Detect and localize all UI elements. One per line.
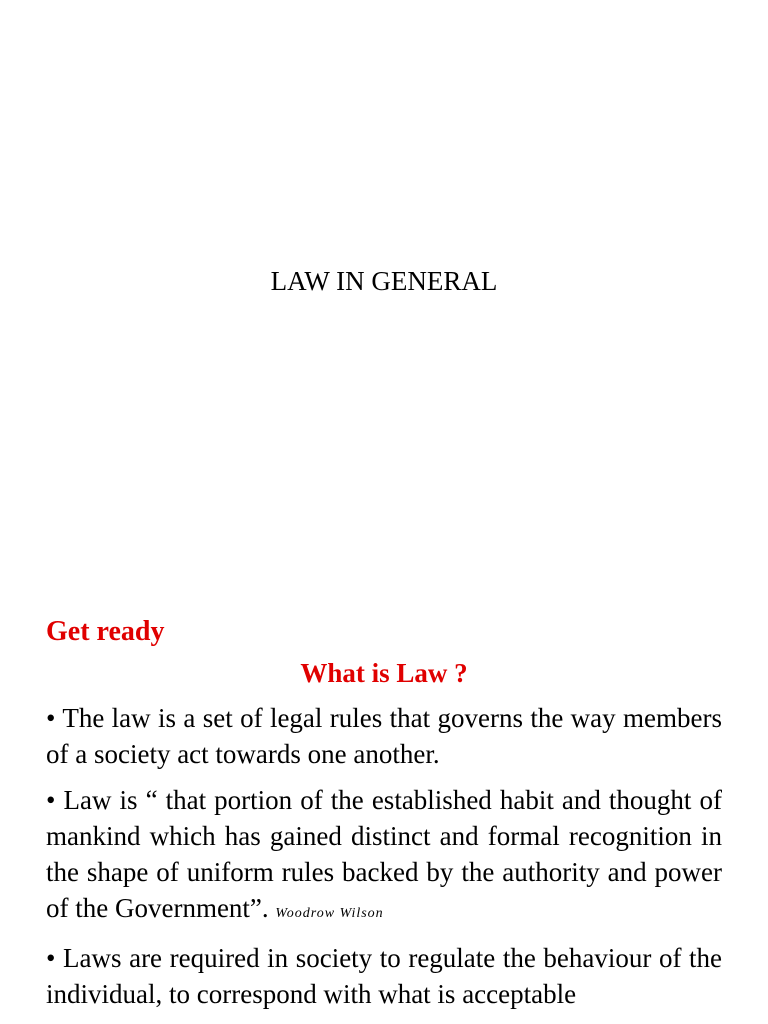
paragraph-text: • Laws are required in society to regulate the behaviour of the individual, to correspond with what is acceptable (46, 943, 722, 1009)
paragraph-quote (46, 782, 722, 926)
question-heading: What is Law ? (300, 658, 468, 688)
paragraph-purpose (46, 940, 722, 1012)
section-heading: Get ready (46, 616, 165, 647)
body-content (46, 700, 722, 1020)
quote-attribution: Woodrow Wilson (275, 906, 384, 921)
page-title: LAW IN GENERAL (270, 266, 498, 296)
paragraph-definition (46, 700, 722, 772)
paragraph-text: • Law is “ that portion of the established habit and thought of mankind which has gained distinct and formal recognition in the shape of uniform rules backed by the authority and power of the Government”. (46, 785, 722, 923)
paragraph-text: • The law is a set of legal rules that governs the way members of a society act towards one another. (46, 703, 722, 769)
